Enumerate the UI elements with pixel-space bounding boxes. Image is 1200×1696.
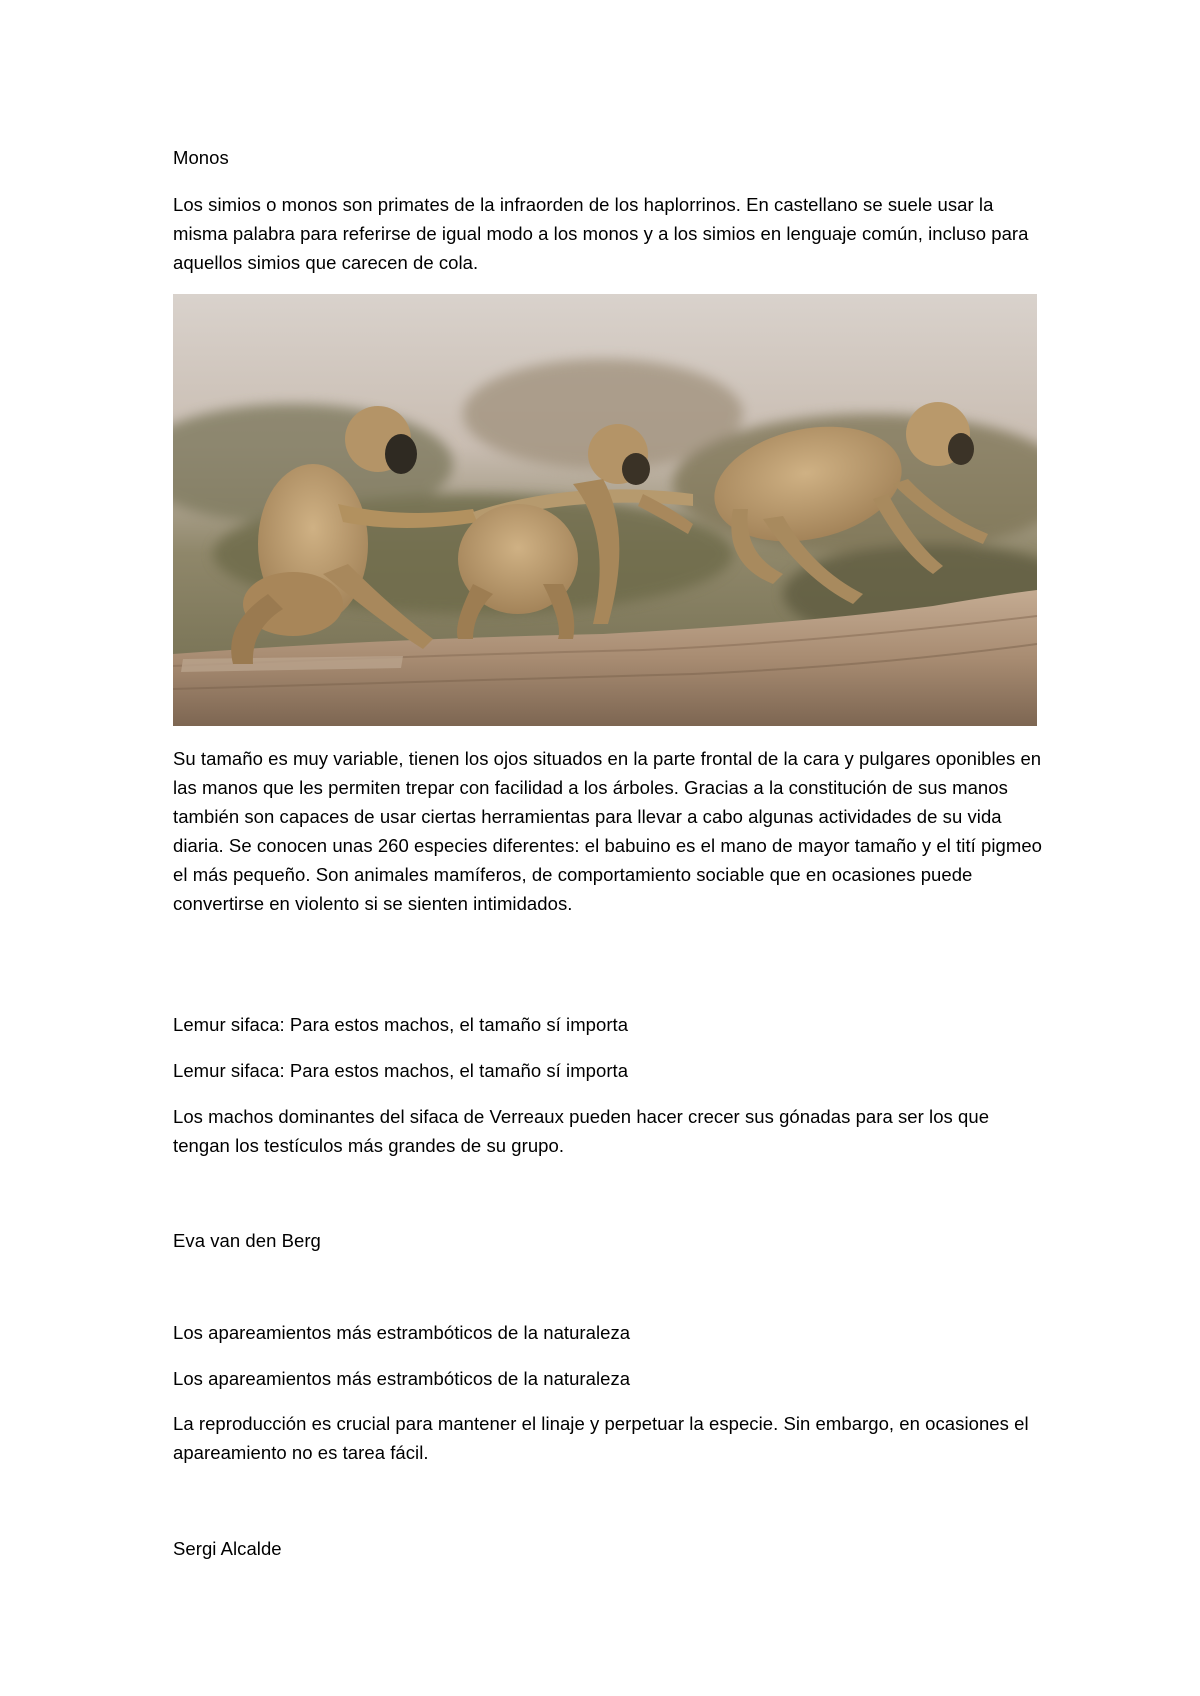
section2-text: La reproducción es crucial para mantener el linaje y perpetuar la especie. Sin embargo, en ocasiones el apareamiento no es tarea fácil. <box>173 1413 1029 1463</box>
document-title: Monos <box>173 147 229 168</box>
body-paragraph: Su tamaño es muy variable, tienen los ojos situados en la parte frontal de la cara y pulgares oponibles en las manos que les permiten trepar con facilidad a los árboles. Gracias a la constitución de sus manos también son capaces de usar ciertas herramientas para llevar a cabo algunas actividades de su vida diaria. Se conocen unas 260 especies diferentes: el babuino es el mano de mayor tamaño y el tití pigmeo el más pequeño. Son animales mamíferos, de comportamiento sociable que en ocasiones puede convertirse en violento si se sienten intimidados. <box>173 748 1043 914</box>
monkeys-photo <box>173 294 1037 726</box>
section2-heading-2: Los apareamientos más estrambóticos de la naturaleza <box>173 1368 631 1389</box>
section1-text: Los machos dominantes del sifaca de Verreaux pueden hacer crecer sus gónadas para ser los que tengan los testículos más grandes de su grupo. <box>173 1106 990 1156</box>
monkeys-illustration <box>173 294 1037 726</box>
intro-paragraph: Los simios o monos son primates de la infraorden de los haplorrinos. En castellano se suele usar la misma palabra para referirse de igual modo a los monos y a los simios en lenguaje común, incluso para aquellos simios que carecen de cola. <box>173 194 1029 273</box>
section1-author: Eva van den Berg <box>173 1230 321 1251</box>
section1-heading-1: Lemur sifaca: Para estos machos, el tamaño sí importa <box>173 1014 629 1035</box>
section2-author: Sergi Alcalde <box>173 1538 282 1559</box>
section2-heading-1: Los apareamientos más estrambóticos de la naturaleza <box>173 1322 631 1343</box>
section1-heading-2: Lemur sifaca: Para estos machos, el tamaño sí importa <box>173 1060 629 1081</box>
